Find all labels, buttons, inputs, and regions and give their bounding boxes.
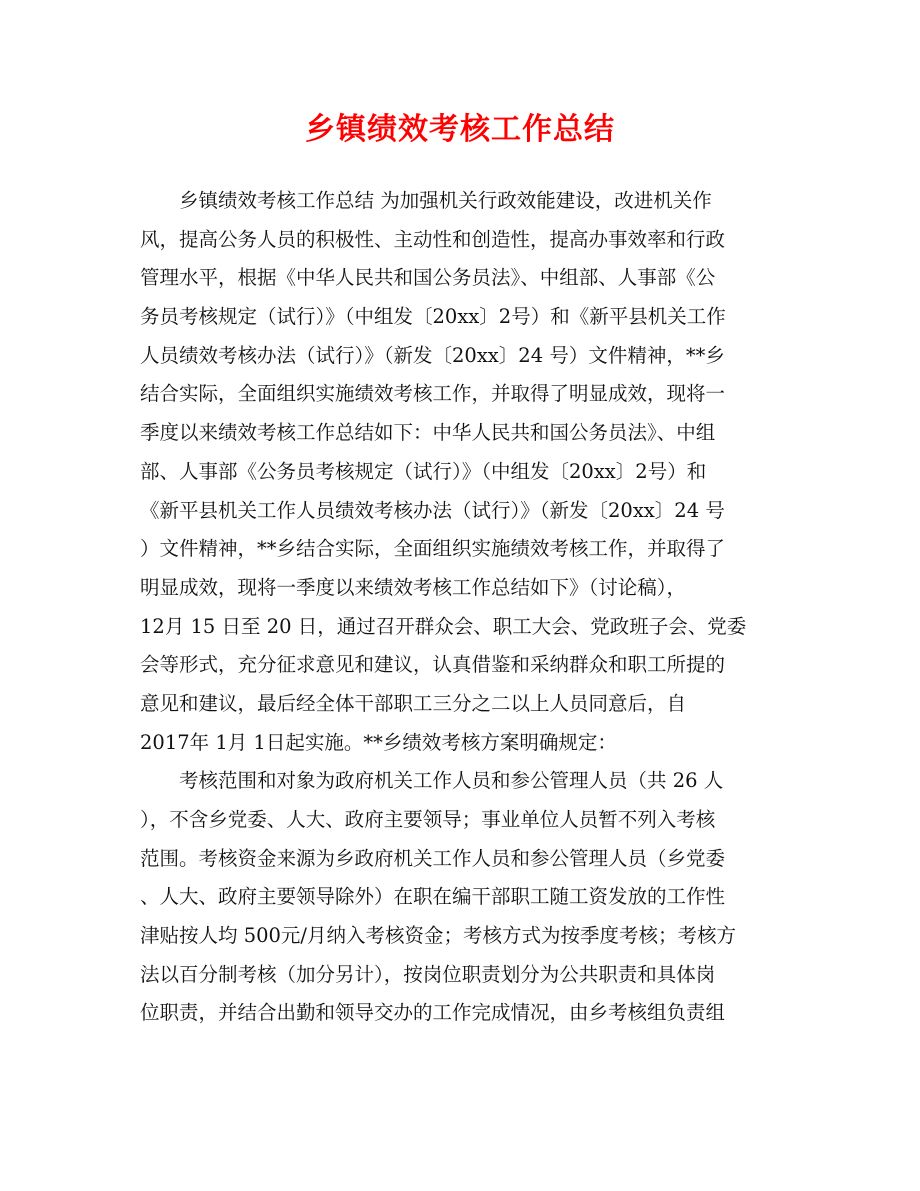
text-line: 津贴按人均 500元/月纳入考核资金；考核方式为按季度考核；考核方	[140, 924, 736, 948]
text-line: 会等形式，充分征求意见和建议，认真借鉴和采纳群众和职工所提的	[140, 653, 726, 677]
text-line: 、人大、政府主要领导除外）在职在编干部职工随工资发放的工作性	[140, 885, 726, 909]
paragraph-2	[140, 762, 780, 1033]
text-line: 结合实际，全面组织实施绩效考核工作，并取得了明显成效，现将一	[140, 382, 726, 406]
text-line: 范围。考核资金来源为乡政府机关工作人员和参公管理人员（乡党委	[140, 846, 726, 870]
text-line: 乡镇绩效考核工作总结 为加强机关行政效能建设，改进机关作	[179, 189, 712, 212]
text-line: 人员绩效考核办法（试行）》（新发〔20xx〕24 号）文件精神，**乡	[140, 343, 725, 367]
text-line: 明显成效，现将一季度以来绩效考核工作总结如下》（讨论稿），	[140, 575, 687, 599]
text-line: 季度以来绩效考核工作总结如下：中华人民共和国公务员法》、中组	[140, 421, 716, 445]
document-title: 乡镇绩效考核工作总结	[305, 112, 615, 147]
text-line: ）文件精神，**乡结合实际，全面组织实施绩效考核工作，并取得了	[140, 537, 726, 561]
text-line: 12月 15 日至 20 日，通过召开群众会、职工大会、党政班子会、党委	[140, 614, 747, 638]
text-line: 务员考核规定（试行）》（中组发〔20xx〕2号）和《新平县机关工作	[140, 305, 726, 329]
text-line: ），不含乡党委、人大、政府主要领导；事业单位人员暂不列入考核	[140, 808, 716, 831]
text-line: 位职责，并结合出勤和领导交办的工作完成情况，由乡考核组负责组	[140, 1001, 726, 1025]
text-line: 管理水平，根据《中华人民共和国公务员法》、中组部、人事部《公	[140, 266, 716, 290]
text-line: 2017年 1月 1日起实施。**乡绩效考核方案明确规定：	[140, 730, 617, 754]
paragraph-1	[140, 182, 780, 762]
text-line: 风，提高公务人员的积极性、主动性和创造性，提高办事效率和行政	[140, 227, 726, 251]
document-body	[140, 182, 780, 1033]
text-line: 意见和建议，最后经全体干部职工三分之二以上人员同意后，自	[140, 691, 687, 715]
text-line: 《新平县机关工作人员绩效考核办法（试行）》（新发〔20xx〕24 号	[140, 498, 725, 522]
text-line: 部、人事部《公务员考核规定（试行）》（中组发〔20xx〕2号）和	[140, 459, 707, 483]
text-line: 考核范围和对象为政府机关工作人员和参公管理人员（共 26 人	[179, 769, 724, 793]
text-line: 法以百分制考核（加分另计），按岗位职责划分为公共职责和具体岗	[140, 962, 716, 986]
